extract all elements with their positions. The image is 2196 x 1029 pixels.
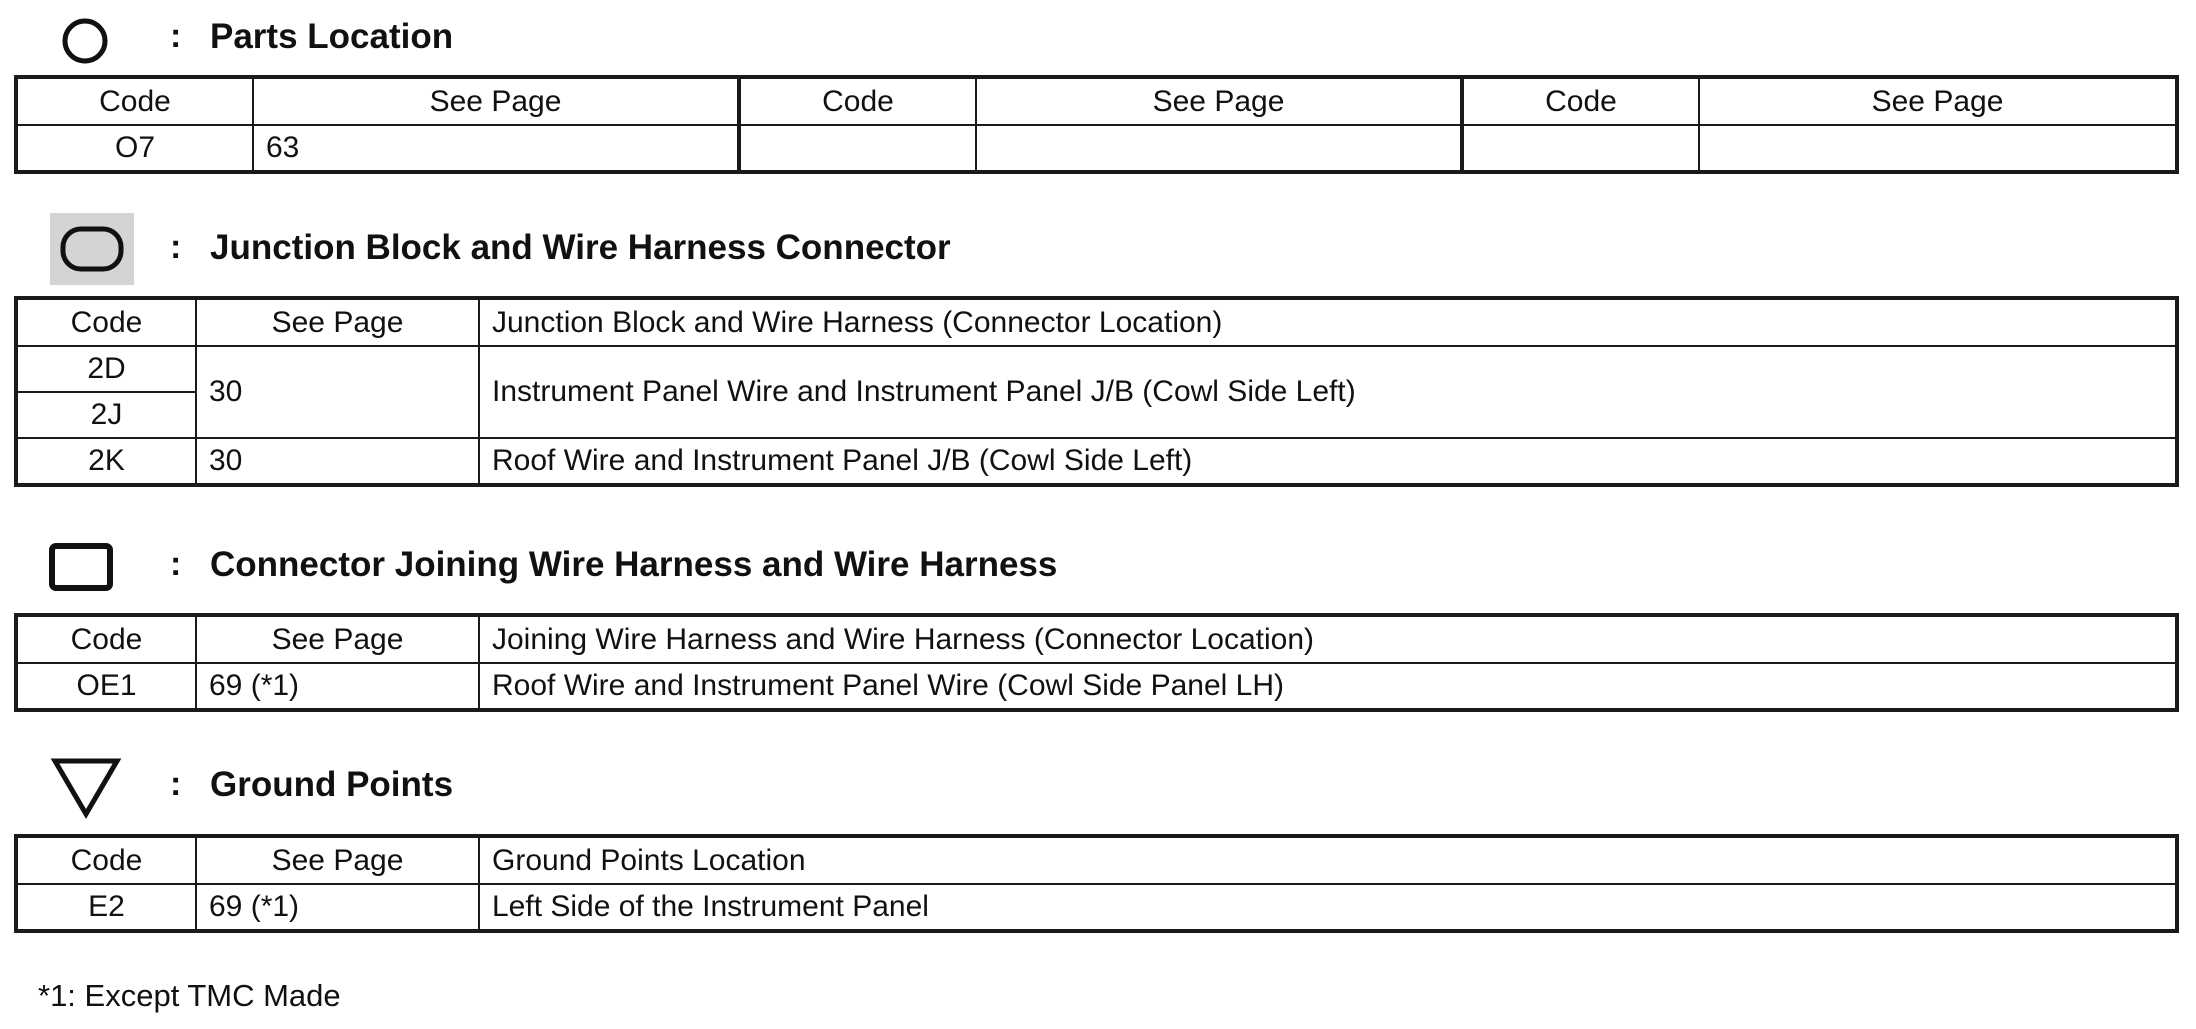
cell-see-page: 69 (*1) [196, 663, 479, 710]
header-code: Code [739, 77, 976, 125]
section-colon: : [170, 228, 182, 266]
cell-see-page: 30 [196, 438, 479, 485]
junction-block-table [14, 296, 2179, 487]
header-see-page: See Page [196, 615, 479, 663]
footnote: *1: Except TMC Made [38, 978, 341, 1013]
header-see-page: See Page [1699, 77, 2177, 125]
cell-see-page: 63 [253, 125, 739, 172]
table-row [16, 346, 2177, 392]
header-see-page: See Page [976, 77, 1462, 125]
section-title-ground-points: Ground Points [210, 765, 454, 804]
table-row [16, 663, 2177, 710]
cell-location: Roof Wire and Instrument Panel Wire (Cowl Side Panel LH) [479, 663, 2177, 710]
connector-joining-table [14, 613, 2179, 712]
header-code: Code [1462, 77, 1699, 125]
table-header-row [16, 77, 2177, 125]
header-location: Junction Block and Wire Harness (Connector Location) [479, 298, 2177, 346]
cell-see-page: 69 (*1) [196, 884, 479, 931]
rounded-rect-icon [50, 213, 134, 285]
cell-see-page: 30 [196, 346, 479, 438]
section-colon: : [170, 765, 182, 803]
table-row [16, 884, 2177, 931]
table-header-row [16, 615, 2177, 663]
table-header-row [16, 298, 2177, 346]
cell-code: E2 [16, 884, 196, 931]
cell-location: Instrument Panel Wire and Instrument Panel J/B (Cowl Side Left) [479, 346, 2177, 438]
section-title-parts-location: Parts Location [210, 17, 454, 56]
cell-code: OE1 [16, 663, 196, 710]
cell-code: O7 [16, 125, 253, 172]
header-code: Code [16, 298, 196, 346]
section-title-junction-block: Junction Block and Wire Harness Connector [210, 228, 951, 267]
ground-points-table [14, 834, 2179, 933]
cell-code: 2D [16, 346, 196, 392]
header-see-page: See Page [196, 298, 479, 346]
header-location: Ground Points Location [479, 836, 2177, 884]
table-row [16, 125, 2177, 172]
header-location: Joining Wire Harness and Wire Harness (Connector Location) [479, 615, 2177, 663]
cell-code [1462, 125, 1699, 172]
cell-location: Left Side of the Instrument Panel [479, 884, 2177, 931]
header-code: Code [16, 77, 253, 125]
circle-icon [60, 16, 110, 66]
rectangle-icon [48, 542, 114, 592]
parts-location-table [14, 75, 2179, 174]
cell-see-page [976, 125, 1462, 172]
cell-see-page [1699, 125, 2177, 172]
table-row [16, 438, 2177, 485]
header-see-page: See Page [253, 77, 739, 125]
header-code: Code [16, 836, 196, 884]
triangle-down-icon [50, 756, 122, 820]
cell-code [739, 125, 976, 172]
section-colon: : [170, 17, 182, 55]
section-title-connector-joining: Connector Joining Wire Harness and Wire Harness [210, 545, 1058, 584]
cell-code: 2K [16, 438, 196, 485]
cell-location: Roof Wire and Instrument Panel J/B (Cowl Side Left) [479, 438, 2177, 485]
section-colon: : [170, 545, 182, 583]
table-header-row [16, 836, 2177, 884]
cell-code: 2J [16, 392, 196, 438]
header-see-page: See Page [196, 836, 479, 884]
header-code: Code [16, 615, 196, 663]
